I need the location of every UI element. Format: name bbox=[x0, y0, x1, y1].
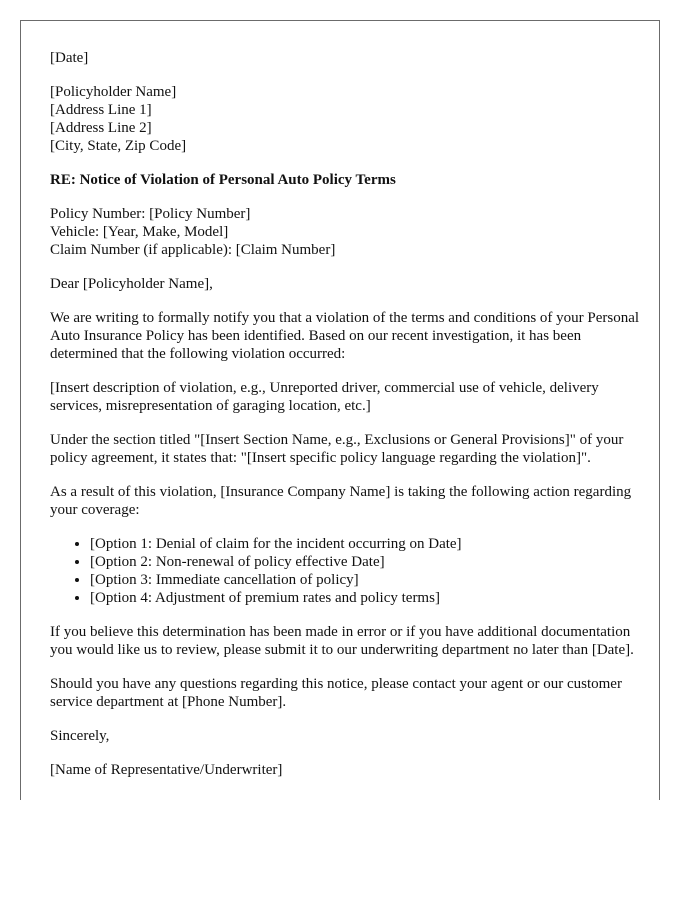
policy-section-paragraph: Under the section titled "[Insert Section Name, e.g., Exclusions or General Provisions]" of your policy agreement, it states that: "[Insert specific policy language regarding the violation]". bbox=[50, 432, 624, 466]
contact-paragraph: Should you have any questions regarding this notice, please contact your agent or our customer service department at [Phone Number]. bbox=[50, 676, 622, 710]
violation-description-paragraph: [Insert description of violation, e.g., Unreported driver, commercial use of vehicle, delivery services, misrepresentation of garaging location, etc.] bbox=[50, 380, 599, 414]
intro-paragraph: We are writing to formally notify you that a violation of the terms and conditions of your Personal Auto Insurance Policy has been identified. Based on our recent investigation, it has been determined that the following violation occurred: bbox=[50, 310, 640, 362]
letter-page bbox=[20, 20, 660, 800]
recipient-address-block bbox=[50, 83, 640, 155]
claim-number: Claim Number (if applicable): [Claim Number] bbox=[50, 242, 336, 258]
signature-name: [Name of Representative/Underwriter] bbox=[50, 762, 283, 778]
action-options-list bbox=[50, 535, 640, 607]
reference-block bbox=[50, 205, 640, 259]
list-item: • [Option 1: Denial of claim for the incident occurring on Date] bbox=[90, 535, 640, 553]
closing: Sincerely, bbox=[50, 728, 110, 744]
address-line-1: [Address Line 1] bbox=[50, 102, 152, 118]
address-line-2: [Address Line 2] bbox=[50, 120, 152, 136]
list-item: • [Option 3: Immediate cancellation of policy] bbox=[90, 571, 640, 589]
vehicle-info: Vehicle: [Year, Make, Model] bbox=[50, 224, 229, 240]
subject-line: RE: Notice of Violation of Personal Auto Policy Terms bbox=[50, 172, 396, 188]
letter-body bbox=[50, 49, 640, 779]
dispute-paragraph: If you believe this determination has been made in error or if you have additional documentation you would like us to review, please submit it to our underwriting department no later than [Date]. bbox=[50, 624, 634, 658]
date-block bbox=[50, 49, 640, 67]
list-item: • [Option 4: Adjustment of premium rates and policy terms] bbox=[90, 589, 640, 607]
city-state-zip: [City, State, Zip Code] bbox=[50, 138, 187, 154]
list-item: • [Option 2: Non-renewal of policy effective Date] bbox=[90, 553, 640, 571]
policy-number: Policy Number: [Policy Number] bbox=[50, 206, 251, 222]
letter-date: [Date] bbox=[50, 50, 89, 66]
recipient-name: [Policyholder Name] bbox=[50, 84, 177, 100]
salutation: Dear [Policyholder Name], bbox=[50, 276, 213, 292]
action-intro-paragraph: As a result of this violation, [Insurance Company Name] is taking the following action regarding your coverage: bbox=[50, 484, 632, 518]
